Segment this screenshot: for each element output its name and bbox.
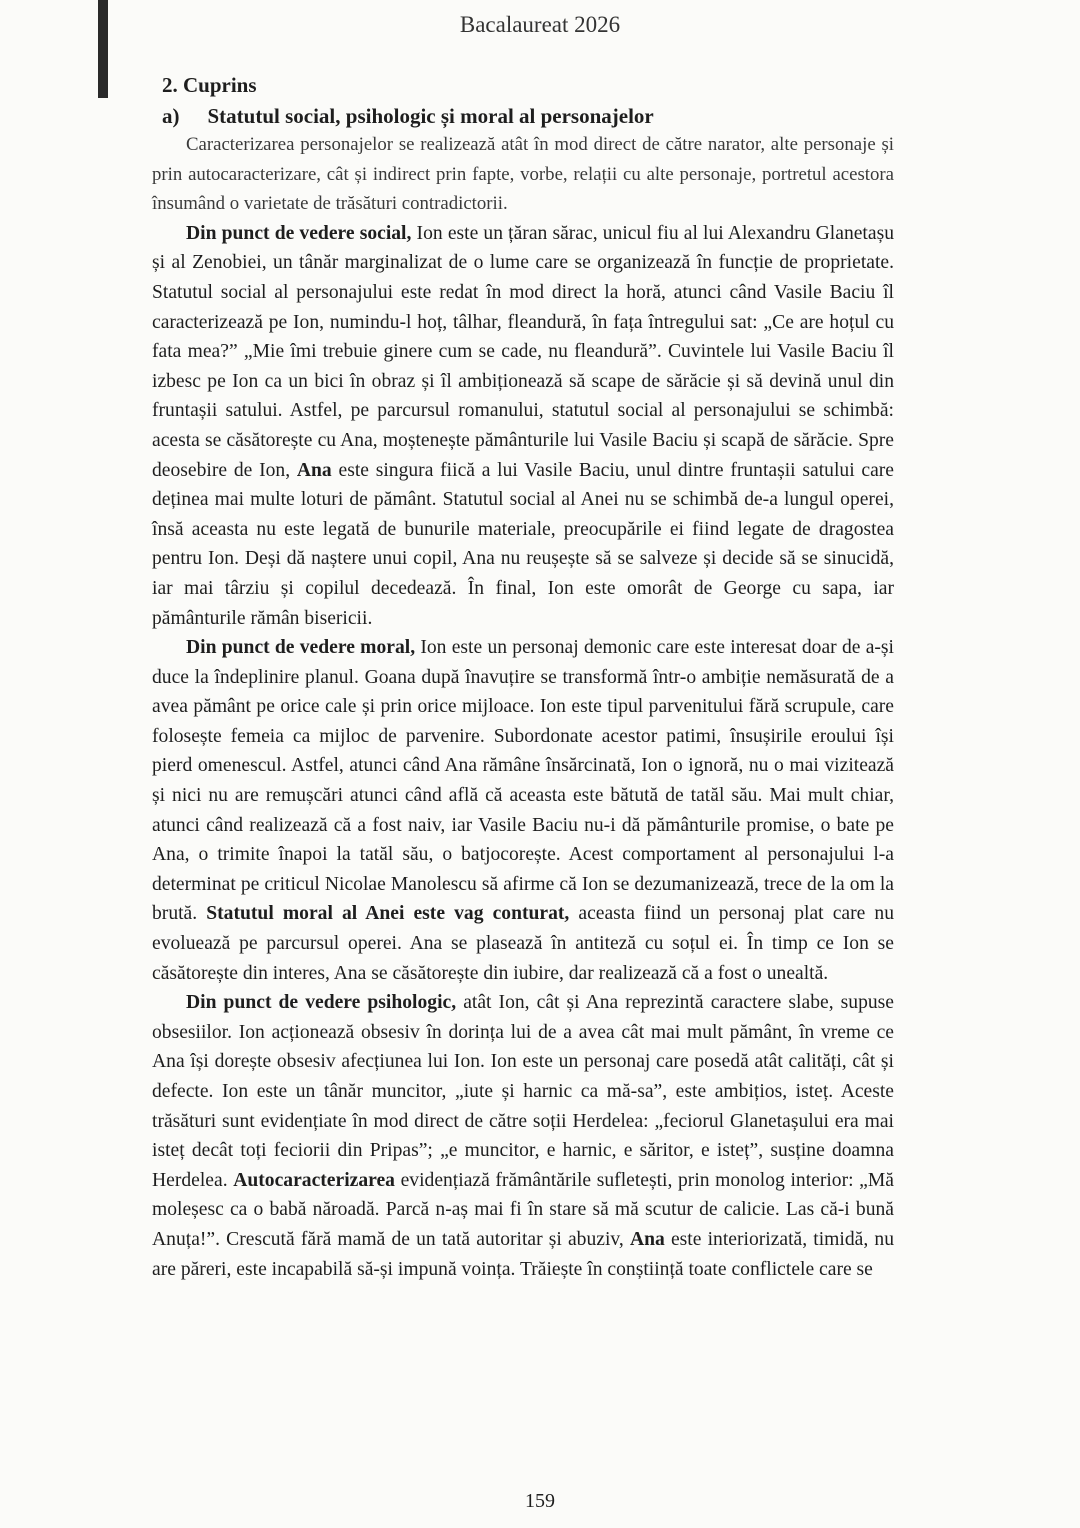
section-heading: 2. Cuprins	[162, 73, 257, 97]
paragraph-psychological-text-a: atât Ion, cât și Ana reprezintă caractere slabe, supuse obsesiilor. Ion acționează obsesiv în dorința lui de a avea cât mai mult pământ, în vreme ce Ana își dorește obsesiv afecțiunea lui Ion. Ion este un personaj care posedă atât calități, cât și defecte. Ion este un tânăr muncitor, „iute și harnic ca mă-sa”, este ambițios, isteț. Aceste trăsături sunt evidențiate în mod direct de către soții Herdelea: „feciorul Glanetașului era mai isteț decât toți feciorii din Pripas”; „e muncitor, e harnic, e săritor, e isteț”, susține doamna Herdelea.	[152, 992, 894, 1191]
running-header: Bacalaureat 2026	[459, 12, 621, 37]
paragraph-moral-text-b: aceasta fiind un personaj plat care nu evoluează pe parcursul operei. Ana se plasează în antiteză cu soțul ei. În timp ce Ion se căsătorește din interes, Ana se căsătorește din iubire, dar realizează că a fost o unealtă.	[152, 903, 894, 984]
paragraph-moral-ana: Statutul moral al Anei este vag conturat,	[206, 903, 570, 925]
subsection-title: Statutul social, psihologic și moral al personajelor	[207, 104, 654, 128]
paragraph-intro-text: Caracterizarea personajelor se realizează atât în mod direct de către narator, alte personaje și prin autocaracterizare, cât și indirect prin fapte, vorbe, relații cu alte personaje, portretul acestora însumând o varietate de trăsături contradictorii.	[152, 134, 894, 215]
paragraph-social	[152, 219, 894, 633]
subsection-heading	[162, 102, 894, 130]
paragraph-social-lead: Din punct de vedere social,	[186, 222, 412, 244]
paragraph-psychological-self: Autocaracterizarea	[233, 1169, 395, 1191]
paragraph-psychological-ana: Ana	[629, 1228, 665, 1250]
paragraph-psychological-text-b: evidențiază frământările sufletești, prin monolog interior: „Mă moleșesc ca o babă năroadă. Parcă n-aș mai fi în stare să mă scutur de calicie. Las că-i bună Anuța!”. Crescută fără mamă de un tată autoritar și abuziv,	[152, 1169, 894, 1250]
paragraph-moral	[152, 633, 894, 988]
paragraph-moral-text-a: Ion este un personaj demonic care este interesat doar de a-și duce la îndeplinire planul. Goana după înavuțire se transformă într-o ambiție nemăsurată de a avea pământ pe orice cale și prin orice mijloace. Ion este tipul parvenitului fără scrupule, care folosește femeia ca mijloc de parvenire. Subordonate acestor patimi, însușirile eroului își pierd omenescul. Astfel, atunci când Ana rămâne însărcinată, Ion o ignoră, nu o mai vizitează și nici nu are remușcări atunci când află că aceasta este bătută de tatăl său. Mai mult chiar, atunci când realizează că a fost naiv, iar Vasile Baciu nu-i dă pământurile promise, o bate pe Ana, o trimite înapoi la tatăl său, o batjocorește. Acest comportament al personajului l-a determinat pe criticul Nicolae Manolescu să afirme că Ion se dezumanizează, trece de la om la brută.	[152, 637, 894, 925]
paragraph-psychological-lead: Din punct de vedere psihologic,	[186, 992, 457, 1014]
subsection-marker: a)	[162, 104, 180, 128]
paragraph-psychological	[152, 988, 894, 1284]
paragraph-social-text-b: este singura fiică a lui Vasile Baciu, unul dintre fruntașii satului care deținea mai multe loturi de pământ. Statutul social al Anei nu se schimbă de-a lungul operei, însă aceasta nu este legată de bunurile materiale, preocupările ei fiind legate de dragostea pentru Ion. Deși dă naștere unui copil, Ana nu reușește să se salveze și decide să se sinucidă, iar mai târziu și copilul decedează. În final, Ion este omorât de George cu sapa, iar pământurile rămân bisericii.	[152, 459, 895, 629]
page-number: 159	[525, 1490, 555, 1512]
page-content	[152, 70, 894, 1284]
paragraph-psychological-text-c: este interiorizată, timidă, nu are păreri, este incapabilă să-și impună voința. Trăiește în conștiință toate conflictele care se	[152, 1228, 894, 1280]
paragraph-social-text-a: Ion este un țăran sărac, unicul fiu al lui Alexandru Glanetașu și al Zenobiei, un tânăr marginalizat de o lume care se organizează în funcție de proprietate. Statutul social al personajului este redat în mod direct la horă, atunci când Vasile Baciu îl caracterizează pe Ion, numindu-l hoț, tâlhar, fleandură, în fața întregului sat: „Ce are hoțul cu fata mea?” „Mie îmi trebuie ginere cum se cade, nu fleandură”. Cuvintele lui Vasile Baciu îl izbesc pe Ion ca un bici în obraz și îl ambiționează să scape de sărăcie și să devină unul din fruntașii satului. Astfel, pe parcursul romanului, statutul social al personajului se schimbă: acesta se căsătorește cu Ana, moștenește pământurile lui Vasile Baciu și scapă de sărăcie. Spre deosebire de Ion,	[152, 222, 894, 481]
paragraph-intro	[152, 130, 894, 219]
paragraph-moral-lead: Din punct de vedere moral,	[186, 637, 416, 659]
paragraph-social-ana: Ana	[296, 459, 332, 481]
